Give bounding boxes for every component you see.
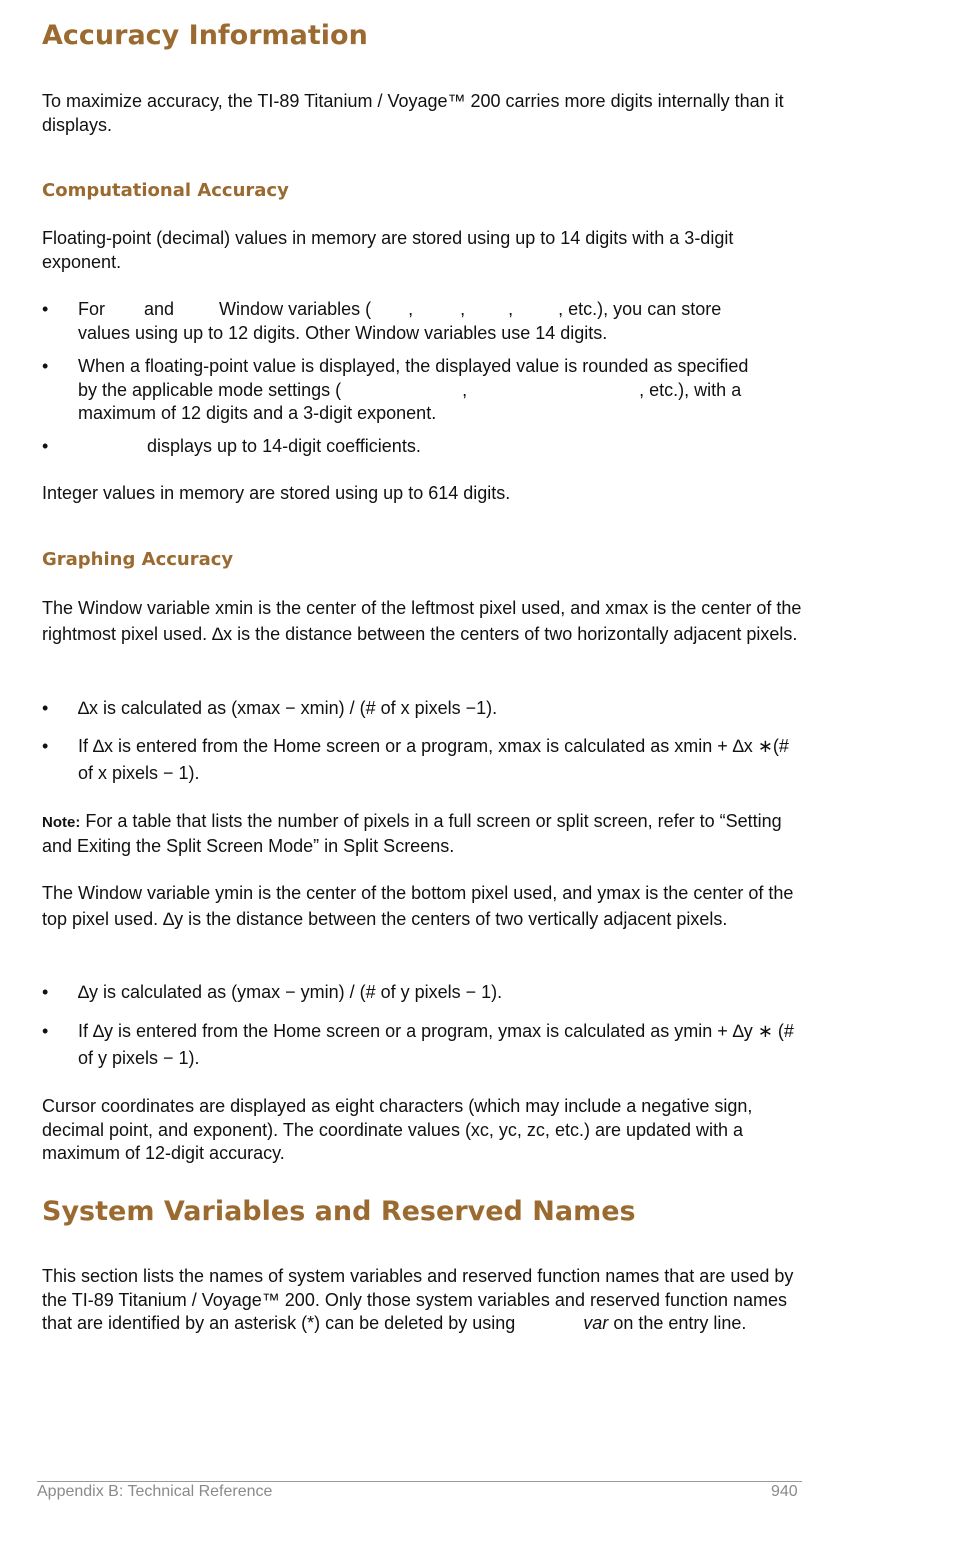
- xmin-paragraph: The Window variable xmin is the center of the leftmost pixel used, and xmax is the center of the rightmost pixel used. ∆x is the distance between the centers of two horizontally adjacent pixels.: [42, 598, 802, 644]
- bullet-dx-calculated-text: ∆x is calculated as (xmax − xmin) / (# of x pixels −1).: [78, 698, 498, 718]
- note-label: Note:: [42, 814, 81, 831]
- system-variables-text: This section lists the names of system variables and reserved function names that are used by the TI-89 Titanium / Voyage™ 200. Only those system variables and reserved function names that are identified by an asterisk (*) can be deleted by using: [42, 1266, 794, 1333]
- bullet-dx-entered-text: If ∆x is entered from the Home screen or a program, xmax is calculated as xmin + ∆x ∗(# of x pixels − 1).: [78, 736, 789, 783]
- footer-divider: [37, 1481, 802, 1482]
- bullet-dot: •: [42, 698, 49, 718]
- bullet-dy-entered-text: If ∆y is entered from the Home screen or a program, ymax is calculated as ymin + ∆y ∗ (# of y pixels − 1).: [78, 1021, 794, 1068]
- ymin-paragraph: The Window variable ymin is the center of the bottom pixel used, and ymax is the center of the top pixel used. ∆y is the distance between the centers of two vertically adjacent pixels.: [42, 883, 794, 929]
- bullet-displayed-value-line2: by the applicable mode settings ( , , etc.), with a: [78, 379, 742, 400]
- var-word: var: [583, 1313, 609, 1333]
- bullet-window-variables-line2: values using up to 12 digits. Other Window variables use 14 digits.: [78, 322, 608, 343]
- bullet-window-variables-line1: For and Window variables ( , , , , etc.), you can store: [78, 299, 722, 319]
- bullet-displayed-value-line1: When a floating-point value is displayed, the displayed value is rounded as specified: [78, 356, 749, 376]
- intro-paragraph: To maximize accuracy, the TI-89 Titanium / Voyage™ 200 carries more digits internally than it displays.: [42, 91, 784, 135]
- bullet-coefficients-text: displays up to 14-digit coefficients.: [147, 436, 421, 456]
- bullet-displayed-value-line3: maximum of 12 digits and a 3-digit exponent.: [78, 403, 437, 423]
- footer-chapter-title: Appendix B: Technical Reference: [37, 1483, 273, 1500]
- bullet-dot: •: [42, 1021, 49, 1041]
- cursor-coordinates-paragraph: Cursor coordinates are displayed as eight characters (which may include a negative sign, decimal point, and exponent). The coordinate values (xc, yc, zc, etc.) are updated with a maximum of 12-digit accuracy.: [42, 1096, 753, 1163]
- note-paragraph: [42, 810, 812, 858]
- heading-system-variables: System Variables and Reserved Names: [42, 1196, 636, 1227]
- note-text: For a table that lists the number of pixels in a full screen or split screen, refer to “Setting and Exiting the Split Screen Mode” in Split Screens.: [42, 811, 782, 856]
- heading-computational-accuracy: Computational Accuracy: [42, 180, 289, 201]
- system-variables-paragraph: [42, 1265, 812, 1336]
- floating-point-paragraph: Floating-point (decimal) values in memory are stored using up to 14 digits with a 3-digit exponent.: [42, 228, 734, 272]
- footer-page-number: 940: [771, 1483, 798, 1500]
- bullet-dot: •: [42, 736, 49, 756]
- heading-graphing-accuracy: Graphing Accuracy: [42, 549, 234, 570]
- bullet-dot: •: [42, 299, 49, 319]
- integer-paragraph: Integer values in memory are stored using up to 614 digits.: [42, 483, 511, 503]
- bullet-dot: •: [42, 982, 49, 1002]
- system-variables-text-end: on the entry line.: [613, 1313, 747, 1333]
- heading-accuracy-information: Accuracy Information: [42, 20, 368, 51]
- bullet-dy-calculated-text: ∆y is calculated as (ymax − ymin) / (# of y pixels − 1).: [78, 982, 503, 1002]
- bullet-dot: •: [42, 356, 49, 376]
- bullet-dot: •: [42, 436, 49, 456]
